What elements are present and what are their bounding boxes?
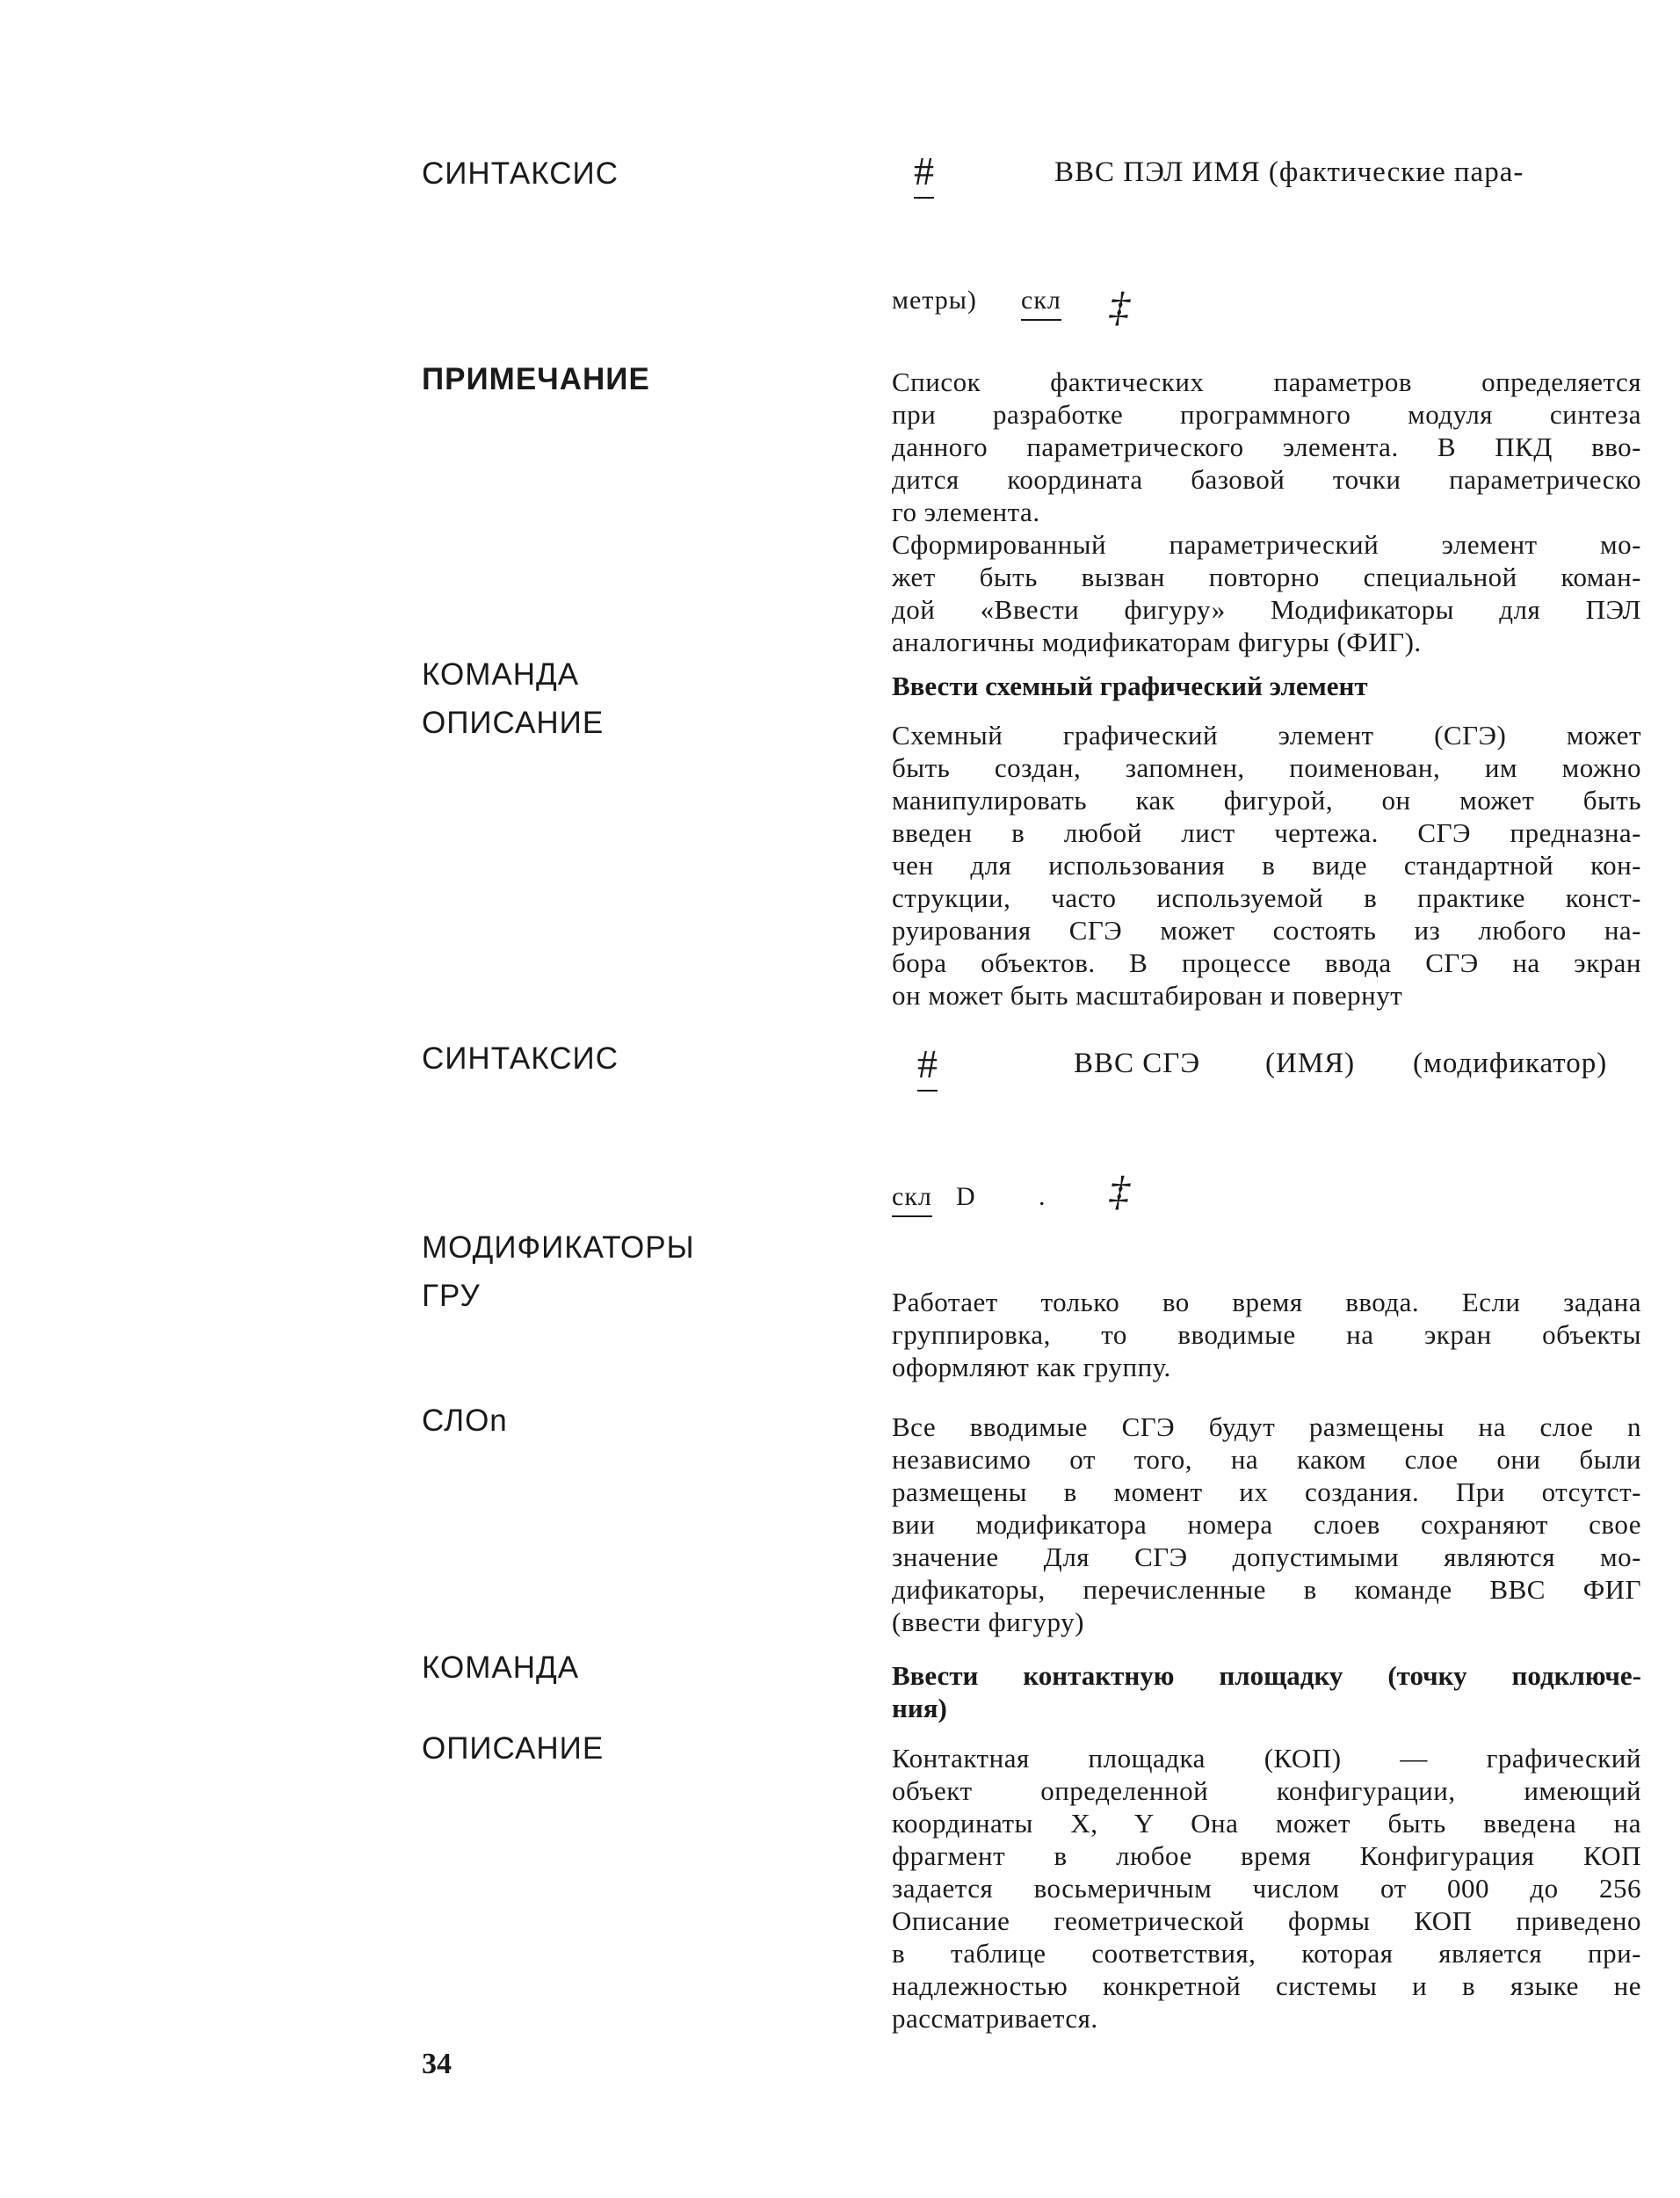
hash-symbol-2: # — [917, 1044, 938, 1092]
syntax-dot: . — [1039, 1182, 1046, 1211]
label-modifier-slo: СЛОn — [422, 1404, 508, 1438]
syntax-line-continued: метры) — [892, 286, 977, 315]
command-title: Ввести схемный графический элемент — [892, 671, 1368, 701]
label-command: КОМАНДА — [422, 657, 580, 692]
description-paragraph: Схемный графический элемент (СГЭ) может быть создан, запомнен, поименован, им можно манипулировать как фигурой, он может быть введен в любой лист чертежа. СГЭ предназна- чен для использования в виде стандартной кон- струкции, часто используемой в практике конст- руирования СГЭ может состоять из любого на- бора объектов. В процессе ввода СГЭ на экран он может быть масштабирован и повернут — [892, 720, 1641, 1011]
hash-symbol: # — [914, 151, 934, 199]
terminator-symbol-2: ‡ — [1109, 1168, 1131, 1215]
terminator-symbol: ‡ — [1109, 284, 1131, 330]
page-number: 34 — [422, 2048, 452, 2080]
label-syntax-2: СИНТАКСИС — [422, 1041, 619, 1076]
skl-keyword-2: скл — [892, 1182, 932, 1217]
label-description-2: ОПИСАНИЕ — [422, 1731, 605, 1766]
label-modifier-gru: ГРУ — [422, 1279, 481, 1313]
label-modifiers: МОДИФИКАТОРЫ — [422, 1230, 695, 1265]
command-title-2: Ввести контактную площадку (точку подключе- ния) — [892, 1660, 1641, 1723]
note-paragraph: Список фактических параметров определяется при разработке программного модуля синтеза данного параметрического элемента. В ПКД вво- дится координата базовой точки параметрическо го элемента. Сформированный параметрический элемент мо- жет быть вызван повторно специальной коман- дой «Ввести фигуру» Модификаторы для ПЭЛ аналогичны модификаторам фигуры (ФИГ). — [892, 366, 1641, 657]
syntax-name: (ИМЯ) — [1265, 1048, 1356, 1079]
syntax-line: ВВС ПЭЛ ИМЯ (фактические пара- — [1054, 156, 1524, 188]
syntax-d: D — [956, 1182, 976, 1211]
label-description: ОПИСАНИЕ — [422, 706, 605, 740]
modifier-slo-text: Все вводимые СГЭ будут размещены на слое n независимо от того, на каком слое они были размещены в момент их создания. При отсутст- вии модификатора номера слоев сохраняют свое значение Для СГЭ допустимыми являются мо- дификаторы, перечисленные в команде ВВС ФИГ (ввести фигуру) — [892, 1411, 1641, 1637]
description-paragraph-2: Контактная площадка (КОП) — графический объект определенной конфигурации, имеющий координаты X, Y Она может быть введена на фрагмент в любое время Конфигурация КОП задается восьмеричным числом от 000 до 256 Описание геометрической формы КОП приведено в таблице соответствия, которая является при- надлежностью конкретной системы и в языке не рассматривается. — [892, 1743, 1641, 2034]
label-command-2: КОМАНДА — [422, 1650, 580, 1685]
modifier-gru-text: Работает только во время ввода. Если задана группировка, то вводимые на экран объекты оформляют как группу. — [892, 1287, 1641, 1382]
syntax-command: ВВС СГЭ — [1074, 1048, 1201, 1079]
label-note: ПРИМЕЧАНИЕ — [422, 362, 650, 396]
syntax-modifier: (модификатор) — [1413, 1048, 1608, 1079]
skl-keyword: скл — [1021, 286, 1061, 321]
label-syntax: СИНТАКСИС — [422, 156, 619, 191]
